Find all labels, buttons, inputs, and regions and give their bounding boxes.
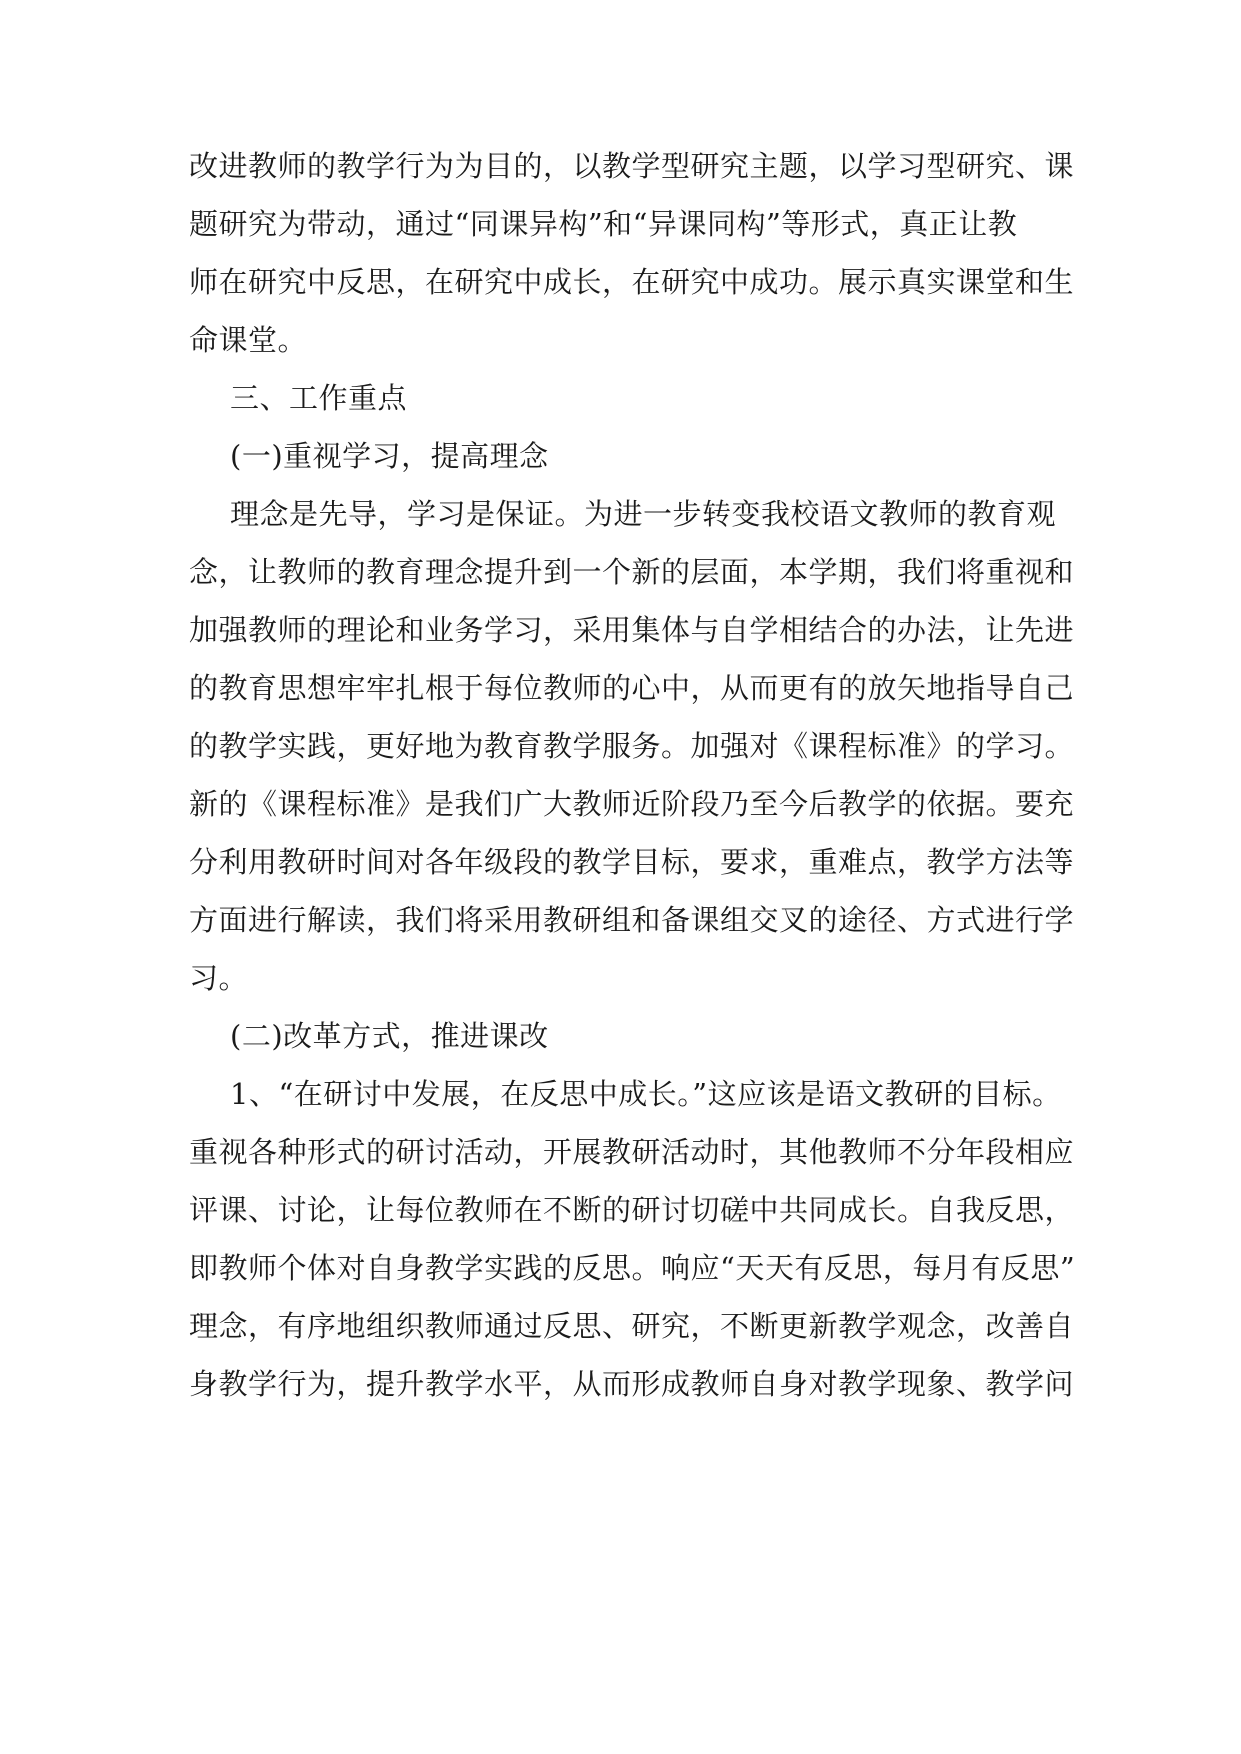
paragraph-line: 1、“在研讨中发展，在反思中成长。”这应该是语文教研的目标。 [230,1077,1062,1111]
paragraph-line: 新的《课程标准》是我们广大教师近阶段乃至今后教学的依据。要充 [189,787,1075,821]
paragraph-line: 分利用教研时间对各年级段的教学目标，要求，重难点，教学方法等 [189,845,1075,879]
paragraph-line: 念，让教师的教育理念提升到一个新的层面，本学期，我们将重视和 [189,555,1075,589]
paragraph-line: 题研究为带动，通过“同课异构”和“异课同构”等形式，真正让教 [189,207,1018,241]
paragraph-line: 改进教师的教学行为为目的，以教学型研究主题，以学习型研究、课 [189,149,1075,183]
section-heading: 三、工作重点 [230,381,408,415]
paragraph-line: 即教师个体对自身教学实践的反思。响应“天天有反思，每月有反思” [189,1251,1076,1285]
paragraph-line: 评课、讨论，让每位教师在不断的研讨切磋中共同成长。自我反思， [189,1193,1075,1227]
paragraph-line: 理念是先导，学习是保证。为进一步转变我校语文教师的教育观 [230,497,1057,531]
paragraph-line: 习。 [189,961,249,995]
subsection-heading: (二)改革方式，推进课改 [230,1019,549,1053]
paragraph-line: 加强教师的理论和业务学习，采用集体与自学相结合的办法，让先进 [189,613,1075,647]
subsection-heading: (一)重视学习，提高理念 [230,439,549,473]
paragraph-line: 的教育思想牢牢扎根于每位教师的心中，从而更有的放矢地指导自己 [189,671,1075,705]
paragraph-line: 理念，有序地组织教师通过反思、研究，不断更新教学观念，改善自 [189,1309,1075,1343]
paragraph-line: 方面进行解读，我们将采用教研组和备课组交叉的途径、方式进行学 [189,903,1075,937]
paragraph-line: 重视各种形式的研讨活动，开展教研活动时，其他教师不分年段相应 [189,1135,1075,1169]
paragraph-line: 的教学实践，更好地为教育教学服务。加强对《课程标准》的学习。 [189,729,1075,763]
paragraph-line: 身教学行为，提升教学水平，从而形成教师自身对教学现象、教学问 [189,1367,1075,1401]
paragraph-line: 师在研究中反思，在研究中成长，在研究中成功。展示真实课堂和生 [189,265,1075,299]
paragraph-line: 命课堂。 [189,323,308,357]
